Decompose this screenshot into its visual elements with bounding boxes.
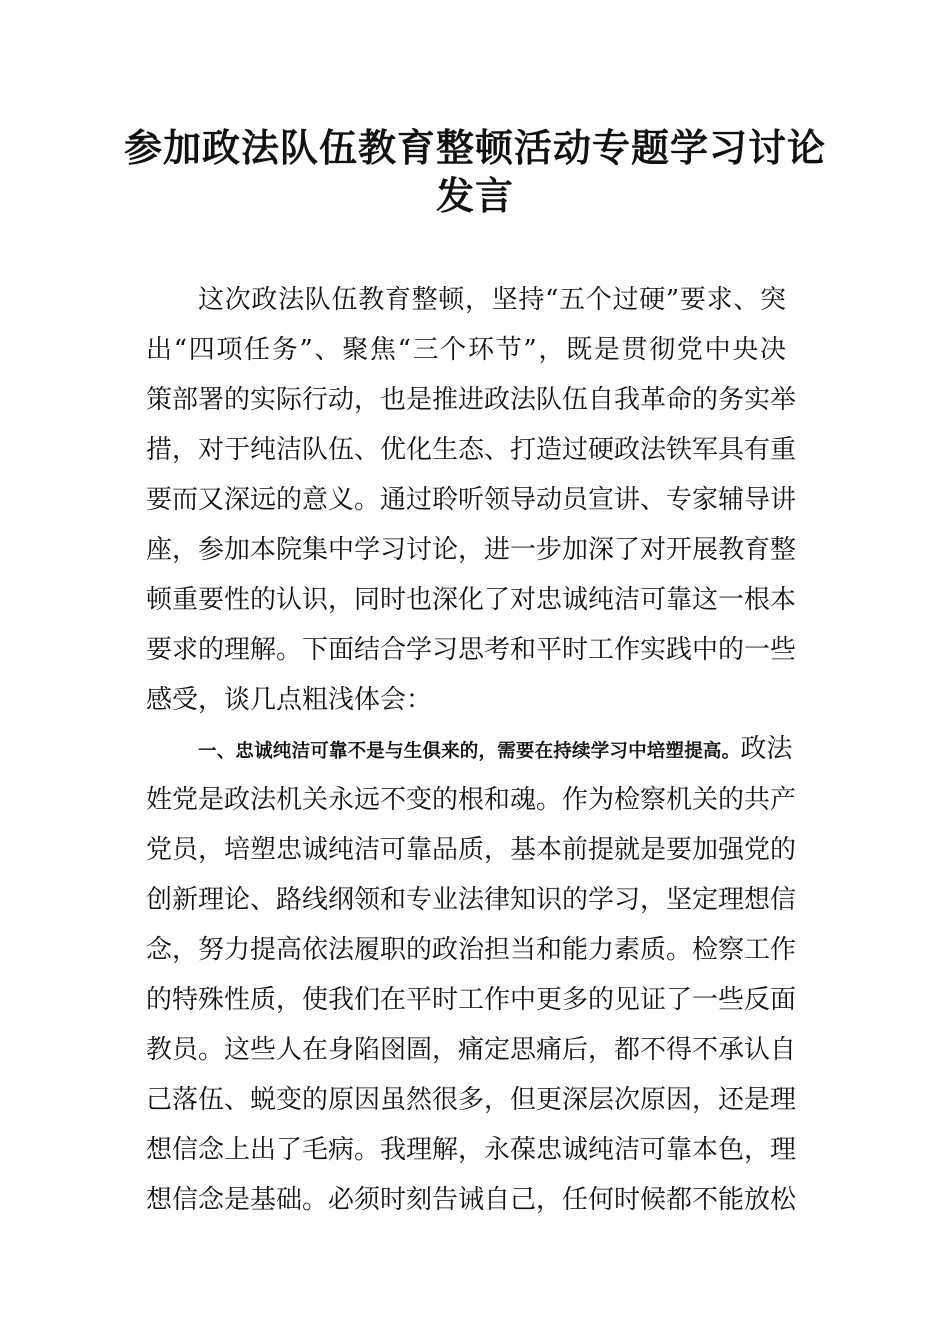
paragraph-line: 教员。这些人在身陷囹圄，痛定思痛后，都不得不承认自	[146, 1035, 797, 1065]
paragraph-line: 的特殊性质，使我们在平时工作中更多的见证了一些反面	[146, 985, 797, 1015]
section-heading-continuation: 政法	[740, 734, 793, 764]
section-heading-line	[198, 731, 802, 770]
paragraph-line: 想信念上出了毛病。我理解，永葆忠诚纯洁可靠本色，理	[146, 1135, 797, 1165]
paragraph-line: 出“四项任务”、聚焦“三个环节”，既是贯彻党中央决	[146, 335, 786, 365]
paragraph-line: 要求的理解。下面结合学习思考和平时工作实践中的一些	[146, 635, 797, 665]
paragraph-line: 策部署的实际行动，也是推进政法队伍自我革命的务实举	[146, 385, 797, 415]
document-title-line-1: 参加政法队伍教育整顿活动专题学习讨论	[123, 125, 826, 170]
document-title-line-2: 发言	[435, 173, 514, 218]
paragraph-line: 创新理论、路线纲领和专业法律知识的学习，坚定理想信	[146, 885, 797, 915]
paragraph-line: 想信念是基础。必须时刻告诫自己，任何时候都不能放松	[146, 1185, 797, 1215]
paragraph-line: 这次政法队伍教育整顿，坚持“五个过硬”要求、突	[198, 285, 786, 315]
paragraph-line: 座，参加本院集中学习讨论，进一步加深了对开展教育整	[146, 535, 797, 565]
paragraph-line: 感受，谈几点粗浅体会：	[146, 685, 433, 715]
paragraph-line: 顿重要性的认识，同时也深化了对忠诚纯洁可靠这一根本	[146, 585, 797, 615]
paragraph-line: 党员，培塑忠诚纯洁可靠品质，基本前提就是要加强党的	[146, 835, 797, 865]
section-heading: 一、忠诚纯洁可靠不是与生俱来的，需要在持续学习中培塑提高。	[198, 741, 741, 762]
paragraph-line: 措，对于纯洁队伍、优化生态、打造过硬政法铁军具有重	[146, 435, 797, 465]
paragraph-line: 念，努力提高依法履职的政治担当和能力素质。检察工作	[146, 935, 797, 965]
paragraph-line: 要而又深远的意义。通过聆听领导动员宣讲、专家辅导讲	[146, 485, 797, 515]
paragraph-line: 姓党是政法机关永远不变的根和魂。作为检察机关的共产	[146, 785, 797, 815]
paragraph-line: 己落伍、蜕变的原因虽然很多，但更深层次原因，还是理	[146, 1085, 797, 1115]
